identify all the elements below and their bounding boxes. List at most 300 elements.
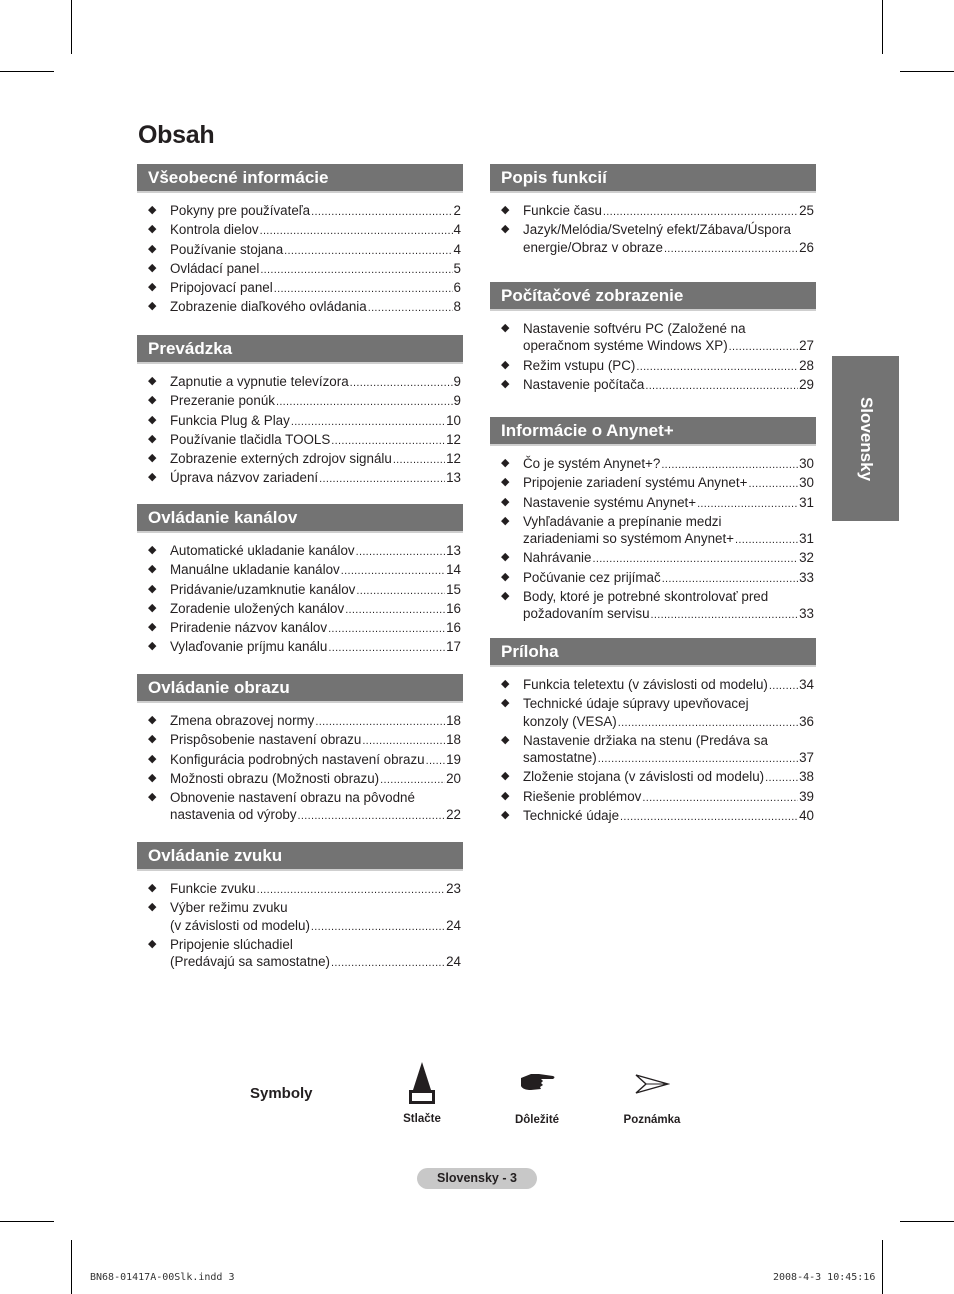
crop-mark bbox=[882, 1240, 883, 1294]
toc-item-text: Nastavenie držiaka na stenu (Predáva sa bbox=[523, 732, 768, 748]
toc-list bbox=[137, 542, 463, 658]
toc-page-number: 30 bbox=[799, 456, 814, 471]
toc-item-line bbox=[523, 695, 814, 712]
toc-item-text: Manuálne ukladanie kanálov bbox=[170, 562, 340, 578]
toc-item[interactable] bbox=[137, 392, 463, 411]
toc-item-text: Ovládací panel bbox=[170, 260, 260, 276]
diamond-bullet-icon: ◆ bbox=[148, 413, 157, 426]
toc-item-line bbox=[523, 320, 814, 337]
toc-item-text: Používanie tlačidla TOOLS bbox=[170, 431, 331, 447]
crop-mark bbox=[882, 0, 883, 54]
dot-leader bbox=[729, 339, 798, 356]
toc-item-line bbox=[170, 412, 461, 431]
toc-item-line bbox=[523, 202, 814, 221]
toc-section bbox=[137, 335, 463, 489]
pointing-hand-icon bbox=[517, 1068, 557, 1098]
toc-item-text: Kontrola dielov bbox=[170, 222, 259, 238]
toc-item-line bbox=[170, 751, 461, 770]
toc-item-text: Počúvanie cez prijímač bbox=[523, 569, 661, 585]
symbol-press-caption: Stlačte bbox=[403, 1113, 441, 1125]
toc-item-line bbox=[523, 807, 814, 826]
toc-item[interactable] bbox=[137, 298, 463, 317]
dot-leader bbox=[341, 563, 445, 580]
toc-item-line bbox=[170, 600, 461, 619]
diamond-bullet-icon: ◆ bbox=[148, 242, 157, 255]
toc-item-text: Technické údaje bbox=[523, 808, 620, 824]
toc-item-text: Body, ktoré je potrebné skontrolovať pred bbox=[523, 589, 769, 605]
toc-item-text: Používanie stojana bbox=[170, 241, 284, 257]
toc-item-line bbox=[170, 241, 461, 260]
toc-page-number: 31 bbox=[799, 531, 814, 547]
diamond-bullet-icon: ◆ bbox=[501, 809, 510, 822]
toc-item-text: Zobrazenie externých zdrojov signálu bbox=[170, 451, 392, 467]
toc-item-line bbox=[170, 638, 461, 657]
toc-section bbox=[490, 164, 816, 258]
dot-leader bbox=[331, 433, 445, 450]
dot-leader bbox=[748, 476, 798, 493]
diamond-bullet-icon: ◆ bbox=[148, 582, 157, 595]
diamond-bullet-icon: ◆ bbox=[148, 261, 157, 274]
toc-item[interactable] bbox=[137, 373, 463, 392]
toc-item[interactable] bbox=[137, 880, 463, 899]
toc-item[interactable] bbox=[137, 751, 463, 770]
diamond-bullet-icon: ◆ bbox=[148, 621, 157, 634]
diamond-bullet-icon: ◆ bbox=[501, 678, 510, 690]
toc-page-number: 24 bbox=[446, 917, 461, 933]
toc-item-text: Funkcie času bbox=[523, 203, 602, 218]
toc-item-text: Prezeranie ponúk bbox=[170, 393, 275, 409]
toc-item[interactable] bbox=[490, 549, 816, 568]
toc-item[interactable] bbox=[137, 241, 463, 260]
toc-item-line bbox=[523, 530, 814, 549]
toc-list bbox=[490, 320, 816, 395]
toc-page-number: 33 bbox=[799, 569, 814, 585]
toc-item-text: Zoradenie uložených kanálov bbox=[170, 600, 345, 616]
diamond-bullet-icon: ◆ bbox=[148, 791, 157, 804]
toc-item-text: Funkcia teletextu (v závislosti od modelu) bbox=[523, 677, 768, 692]
toc-page-number: 18 bbox=[446, 713, 461, 728]
toc-item[interactable] bbox=[137, 202, 463, 221]
dot-leader bbox=[319, 471, 445, 488]
toc-page-number: 8 bbox=[453, 299, 461, 315]
dot-leader bbox=[662, 571, 798, 588]
toc-item-line bbox=[523, 474, 814, 493]
toc-page-number: 9 bbox=[453, 393, 461, 409]
toc-item[interactable] bbox=[490, 588, 816, 625]
crop-mark bbox=[0, 71, 54, 72]
toc-section bbox=[490, 417, 816, 625]
slug-file: BN68-01417A-00Slk.indd 3 bbox=[90, 1272, 235, 1283]
diamond-bullet-icon: ◆ bbox=[501, 789, 510, 802]
toc-page-number: 28 bbox=[799, 357, 814, 373]
symbols-label: Symboly bbox=[250, 1085, 313, 1102]
toc-item[interactable] bbox=[490, 788, 816, 807]
diamond-bullet-icon: ◆ bbox=[148, 223, 157, 236]
crop-mark bbox=[900, 1221, 954, 1222]
diamond-bullet-icon: ◆ bbox=[148, 640, 157, 653]
toc-item[interactable] bbox=[137, 600, 463, 619]
toc-item-line bbox=[170, 899, 461, 916]
diamond-bullet-icon: ◆ bbox=[148, 771, 157, 784]
toc-item-line bbox=[170, 770, 461, 789]
dot-leader bbox=[697, 496, 798, 513]
dot-leader bbox=[769, 678, 798, 695]
toc-item-text: Zobrazenie diaľkového ovládania bbox=[170, 299, 367, 315]
toc-item[interactable] bbox=[490, 320, 816, 357]
toc-item[interactable] bbox=[490, 513, 816, 550]
section-header: Popis funkcií bbox=[490, 164, 816, 193]
dot-leader bbox=[620, 809, 798, 826]
toc-item-line bbox=[523, 513, 814, 530]
toc-item-line bbox=[523, 768, 814, 787]
diamond-bullet-icon: ◆ bbox=[148, 544, 157, 556]
toc-item-line bbox=[170, 917, 461, 936]
toc-page-number: 36 bbox=[799, 713, 814, 729]
toc-section bbox=[137, 842, 463, 972]
section-header: Prevádzka bbox=[137, 335, 463, 364]
toc-item-line bbox=[170, 221, 461, 240]
toc-item-line bbox=[170, 731, 461, 750]
diamond-bullet-icon: ◆ bbox=[501, 733, 510, 746]
toc-item[interactable] bbox=[137, 638, 463, 657]
toc-item-text: Výber režimu zvuku bbox=[170, 900, 288, 916]
dot-leader bbox=[328, 621, 445, 638]
toc-item[interactable] bbox=[490, 768, 816, 787]
toc-item-text: Pripojenie slúchadiel bbox=[170, 936, 293, 952]
diamond-bullet-icon: ◆ bbox=[501, 514, 510, 527]
toc-item[interactable] bbox=[137, 789, 463, 826]
toc-item-line bbox=[170, 542, 461, 561]
toc-item-text: Úprava názvov zariadení bbox=[170, 470, 319, 486]
toc-item-line bbox=[523, 732, 814, 749]
toc-item-text: Možnosti obrazu (Možnosti obrazu) bbox=[170, 770, 380, 786]
toc-page-number: 12 bbox=[446, 431, 461, 447]
dot-leader bbox=[328, 640, 445, 657]
toc-item-line bbox=[170, 202, 461, 221]
diamond-bullet-icon: ◆ bbox=[148, 375, 157, 387]
toc-item-line bbox=[170, 279, 461, 298]
toc-item[interactable] bbox=[137, 899, 463, 936]
toc-list bbox=[490, 202, 816, 258]
toc-page-number: 24 bbox=[446, 954, 461, 970]
toc-section bbox=[137, 674, 463, 826]
crop-mark bbox=[71, 1240, 72, 1294]
diamond-bullet-icon: ◆ bbox=[148, 733, 157, 746]
toc-item-text: Automatické ukladanie kanálov bbox=[170, 543, 355, 558]
diamond-bullet-icon: ◆ bbox=[148, 937, 157, 950]
crop-mark bbox=[900, 71, 954, 72]
toc-item-text: Pripojenie zariadení systému Anynet+ bbox=[523, 475, 748, 491]
toc-page-number: 33 bbox=[799, 606, 814, 622]
toc-item-text: (Predávajú sa samostatne) bbox=[170, 954, 331, 970]
toc-section bbox=[137, 164, 463, 318]
toc-item[interactable] bbox=[490, 376, 816, 395]
dot-leader bbox=[598, 751, 798, 768]
toc-item-line bbox=[523, 605, 814, 624]
toc-list bbox=[137, 712, 463, 826]
toc-page-number: 20 bbox=[446, 770, 461, 786]
dot-leader bbox=[298, 808, 446, 825]
toc-item-text: Zmena obrazovej normy bbox=[170, 713, 315, 728]
diamond-bullet-icon: ◆ bbox=[148, 432, 157, 445]
toc-item-text: Nastavenie systému Anynet+ bbox=[523, 494, 697, 510]
toc-item-text: Nastavenie softvéru PC (Založené na bbox=[523, 321, 746, 336]
dot-leader bbox=[356, 583, 445, 600]
toc-item-text: Režim vstupu (PC) bbox=[523, 357, 636, 373]
dot-leader bbox=[368, 300, 453, 317]
symbol-note-caption: Poznámka bbox=[623, 1114, 681, 1126]
toc-item[interactable] bbox=[137, 712, 463, 731]
symbol-note bbox=[619, 1073, 685, 1126]
toc-item-line bbox=[170, 469, 461, 488]
toc-item[interactable] bbox=[137, 936, 463, 973]
toc-page-number: 29 bbox=[799, 376, 814, 392]
toc-item[interactable] bbox=[137, 731, 463, 750]
toc-item-line bbox=[170, 953, 461, 972]
toc-page-number: 19 bbox=[446, 751, 461, 767]
dot-leader bbox=[362, 733, 445, 750]
toc-item[interactable] bbox=[137, 542, 463, 561]
toc-item-text: zariadeniami so systémom Anynet+ bbox=[523, 531, 735, 547]
toc-list bbox=[137, 202, 463, 318]
diamond-bullet-icon: ◆ bbox=[501, 457, 510, 469]
page-title: Obsah bbox=[138, 121, 215, 149]
toc-item[interactable] bbox=[490, 357, 816, 376]
toc-item-line bbox=[170, 619, 461, 638]
toc-item-line bbox=[523, 494, 814, 513]
toc-item-line bbox=[170, 712, 461, 731]
toc-item-line bbox=[170, 431, 461, 450]
toc-item-text: požadovaním servisu bbox=[523, 606, 650, 622]
toc-page-number: 17 bbox=[446, 639, 461, 655]
toc-page-number: 4 bbox=[453, 241, 461, 257]
toc-item-text: Pripojovací panel bbox=[170, 280, 273, 296]
diamond-bullet-icon: ◆ bbox=[148, 714, 157, 726]
toc-item-text: konzoly (VESA) bbox=[523, 713, 617, 729]
diamond-bullet-icon: ◆ bbox=[148, 452, 157, 465]
toc-item-text: Technické údaje súpravy upevňovacej bbox=[523, 696, 749, 712]
toc-item[interactable] bbox=[490, 221, 816, 258]
toc-item[interactable] bbox=[137, 770, 463, 789]
toc-item-text: samostatne) bbox=[523, 750, 597, 766]
toc-page-number: 37 bbox=[799, 750, 814, 766]
dot-leader bbox=[664, 241, 798, 258]
symbol-press bbox=[395, 1060, 449, 1125]
press-button-icon bbox=[407, 1060, 437, 1108]
toc-item-text: Zapnutie a vypnutie televízora bbox=[170, 374, 349, 389]
toc-page-number: 31 bbox=[799, 494, 814, 510]
toc-item-line bbox=[170, 392, 461, 411]
toc-item-line bbox=[523, 788, 814, 807]
toc-page-number: 32 bbox=[799, 550, 814, 566]
toc-item-line bbox=[170, 450, 461, 469]
toc-item[interactable] bbox=[137, 412, 463, 431]
section-header: Ovládanie kanálov bbox=[137, 504, 463, 533]
toc-item-text: Čo je systém Anynet+? bbox=[523, 456, 661, 471]
dot-leader bbox=[380, 772, 445, 789]
toc-item-line bbox=[170, 936, 461, 953]
toc-page-number: 10 bbox=[446, 412, 461, 428]
toc-item[interactable] bbox=[137, 581, 463, 600]
toc-item-line bbox=[523, 455, 814, 474]
toc-item-text: Pridávanie/uzamknutie kanálov bbox=[170, 581, 356, 597]
diamond-bullet-icon: ◆ bbox=[501, 223, 510, 236]
toc-item[interactable] bbox=[137, 469, 463, 488]
toc-item-line bbox=[523, 239, 814, 258]
toc-item[interactable] bbox=[137, 450, 463, 469]
symbol-important-caption: Dôležité bbox=[514, 1114, 560, 1126]
toc-page-number: 13 bbox=[446, 470, 461, 486]
toc-page-number: 26 bbox=[799, 239, 814, 255]
page-number-pill: Slovensky - 3 bbox=[417, 1168, 537, 1189]
toc-item-line bbox=[170, 260, 461, 279]
diamond-bullet-icon: ◆ bbox=[501, 570, 510, 583]
toc-item-text: Prispôsobenie nastavení obrazu bbox=[170, 732, 362, 748]
language-side-tab-label: Slovensky bbox=[856, 396, 876, 481]
toc-item-line bbox=[170, 880, 461, 899]
dot-leader bbox=[735, 532, 798, 549]
diamond-bullet-icon: ◆ bbox=[501, 495, 510, 508]
toc-list bbox=[137, 373, 463, 489]
toc-list bbox=[490, 676, 816, 826]
toc-item[interactable] bbox=[490, 807, 816, 826]
dot-leader bbox=[661, 457, 798, 474]
diamond-bullet-icon: ◆ bbox=[501, 204, 510, 216]
toc-item-line bbox=[523, 221, 814, 238]
toc-page-number: 27 bbox=[799, 338, 814, 354]
toc-item-line bbox=[170, 806, 461, 825]
toc-item-line bbox=[523, 676, 814, 695]
diamond-bullet-icon: ◆ bbox=[148, 882, 157, 894]
toc-item-text: Pokyny pre používateľa bbox=[170, 203, 311, 218]
toc-section bbox=[490, 282, 816, 395]
dot-leader bbox=[651, 607, 799, 624]
toc-item-line bbox=[523, 749, 814, 768]
toc-item-line bbox=[170, 373, 461, 392]
toc-item-text: Nastavenie počítača bbox=[523, 376, 645, 392]
toc-item-line bbox=[170, 298, 461, 317]
toc-item-text: nastavenia od výroby bbox=[170, 807, 297, 823]
dot-leader bbox=[345, 602, 445, 619]
toc-item[interactable] bbox=[137, 260, 463, 279]
toc-item-line bbox=[523, 357, 814, 376]
dot-leader bbox=[260, 262, 452, 279]
dot-leader bbox=[618, 715, 798, 732]
toc-item-text: Funkcie zvuku bbox=[170, 881, 256, 896]
toc-page-number: 18 bbox=[446, 732, 461, 748]
toc-page-number: 40 bbox=[799, 808, 814, 824]
dot-leader bbox=[603, 204, 798, 221]
dot-leader bbox=[284, 243, 452, 260]
diamond-bullet-icon: ◆ bbox=[148, 300, 157, 313]
toc-item-line bbox=[523, 713, 814, 732]
toc-item[interactable] bbox=[490, 202, 816, 221]
section-header: Ovládanie obrazu bbox=[137, 674, 463, 703]
toc-item-text: Zloženie stojana (v závislosti od modelu) bbox=[523, 769, 765, 785]
diamond-bullet-icon: ◆ bbox=[501, 358, 510, 371]
toc-item-text: energie/Obraz v obraze bbox=[523, 239, 663, 255]
diamond-bullet-icon: ◆ bbox=[148, 752, 157, 765]
toc-item-line bbox=[523, 376, 814, 395]
diamond-bullet-icon: ◆ bbox=[148, 563, 157, 576]
symbol-important bbox=[505, 1068, 569, 1126]
toc-item[interactable] bbox=[137, 431, 463, 450]
section-header: Ovládanie zvuku bbox=[137, 842, 463, 871]
toc-page-number: 14 bbox=[446, 562, 461, 578]
dot-leader bbox=[260, 223, 453, 240]
toc-item-text: Vyhľadávanie a prepínanie medzi bbox=[523, 513, 722, 529]
toc-item-text: Jazyk/Melódia/Svetelný efekt/Zábava/Úspora bbox=[523, 222, 791, 238]
toc-item[interactable] bbox=[137, 279, 463, 298]
dot-leader bbox=[311, 204, 452, 221]
section-header: Informácie o Anynet+ bbox=[490, 417, 816, 446]
toc-item[interactable] bbox=[490, 695, 816, 732]
toc-section bbox=[490, 638, 816, 826]
toc-page-number: 16 bbox=[446, 620, 461, 636]
dot-leader bbox=[642, 790, 798, 807]
diamond-bullet-icon: ◆ bbox=[148, 901, 157, 914]
toc-page-number: 15 bbox=[446, 581, 461, 597]
toc-item[interactable] bbox=[490, 474, 816, 493]
dot-leader bbox=[311, 919, 445, 936]
toc-page-number: 5 bbox=[453, 260, 461, 276]
toc-item-text: Obnovenie nastavení obrazu na pôvodné bbox=[170, 790, 415, 806]
toc-item[interactable] bbox=[137, 221, 463, 240]
toc-page-number: 39 bbox=[799, 788, 814, 804]
dot-leader bbox=[257, 882, 446, 899]
toc-item-line bbox=[523, 588, 814, 605]
diamond-bullet-icon: ◆ bbox=[501, 770, 510, 783]
note-arrow-icon bbox=[634, 1073, 670, 1095]
toc-item[interactable] bbox=[490, 732, 816, 769]
toc-page-number: 25 bbox=[799, 203, 814, 218]
dot-leader bbox=[645, 378, 798, 395]
toc-item[interactable] bbox=[490, 455, 816, 474]
toc-item-text: Konfigurácia podrobných nastavení obrazu bbox=[170, 751, 425, 767]
toc-list bbox=[490, 455, 816, 625]
toc-item[interactable] bbox=[137, 619, 463, 638]
diamond-bullet-icon: ◆ bbox=[501, 590, 510, 603]
dot-leader bbox=[636, 359, 798, 376]
toc-page-number: 13 bbox=[446, 543, 461, 558]
toc-item-text: Riešenie problémov bbox=[523, 788, 642, 804]
dot-leader bbox=[356, 544, 445, 561]
toc-page-number: 9 bbox=[453, 374, 461, 389]
section-header: Počítačové zobrazenie bbox=[490, 282, 816, 311]
toc-item[interactable] bbox=[490, 676, 816, 695]
section-header: Príloha bbox=[490, 638, 816, 667]
dot-leader bbox=[393, 452, 445, 469]
toc-list bbox=[137, 880, 463, 972]
diamond-bullet-icon: ◆ bbox=[501, 476, 510, 489]
crop-mark bbox=[71, 0, 72, 54]
toc-item-line bbox=[170, 561, 461, 580]
diamond-bullet-icon: ◆ bbox=[148, 471, 157, 484]
toc-item-line bbox=[523, 569, 814, 588]
toc-item[interactable] bbox=[490, 569, 816, 588]
slug-date: 2008-4-3 10:45:16 bbox=[773, 1272, 876, 1283]
toc-page-number: 2 bbox=[453, 203, 461, 218]
toc-item[interactable] bbox=[137, 561, 463, 580]
diamond-bullet-icon: ◆ bbox=[148, 394, 157, 407]
toc-page-number: 34 bbox=[799, 677, 814, 692]
toc-item-text: operačnom systéme Windows XP) bbox=[523, 338, 728, 354]
dot-leader bbox=[350, 375, 453, 392]
toc-section bbox=[137, 504, 463, 658]
crop-mark bbox=[0, 1221, 54, 1222]
toc-page-number: 4 bbox=[453, 222, 461, 238]
toc-item[interactable] bbox=[490, 494, 816, 513]
